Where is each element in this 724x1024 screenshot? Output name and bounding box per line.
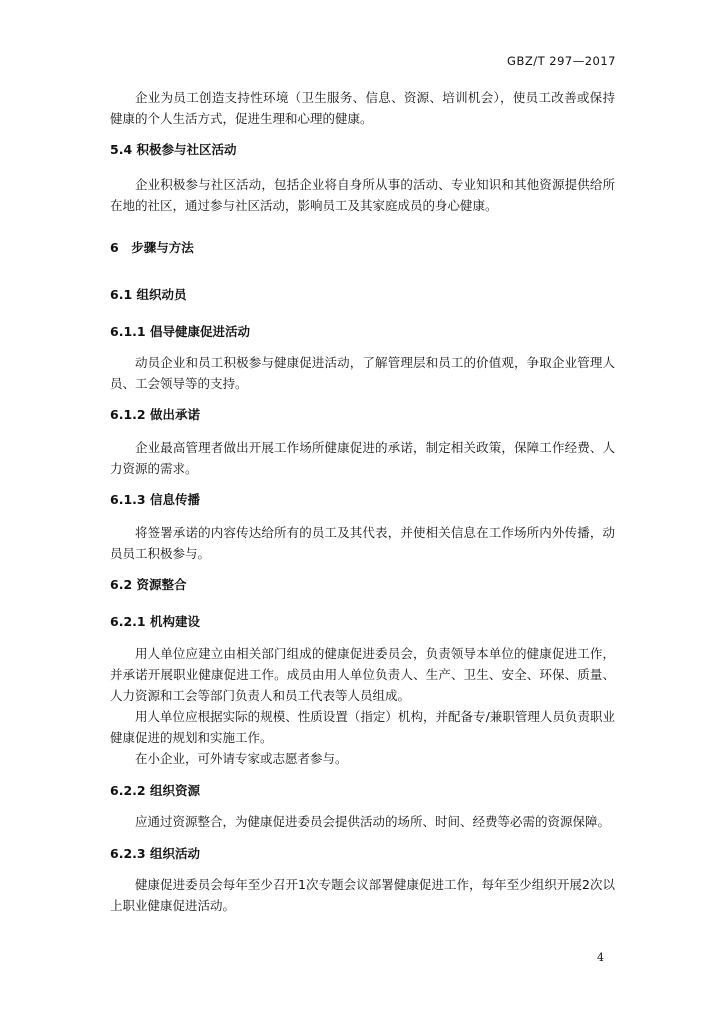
paragraph-6-2-1-a: 用人单位应建立由相关部门组成的健康促进委员会，负责领导本单位的健康促进工作，并承诺开展职业健康促进工作。成员由用人单位负责人、生产、卫生、安全、环保、质量、人力资源和工会等部门负责人和员工代表等人员组成。 bbox=[110, 646, 615, 703]
heading-6: 6 步骤与方法 bbox=[110, 240, 194, 255]
paragraph-6-1-3: 将签署承诺的内容传达给所有的员工及其代表，并使相关信息在工作场所内外传播，动员员工积极参与。 bbox=[110, 525, 615, 561]
paragraph-6-2-1-b: 用人单位应根据实际的规模、性质设置（指定）机构，并配备专/兼职管理人员负责职业健康促进的规划和实施工作。 bbox=[110, 709, 615, 745]
paragraph-6-2-1-c: 在小企业，可外请专家或志愿者参与。 bbox=[135, 751, 348, 766]
heading-6-1-3: 6.1.3 信息传播 bbox=[110, 492, 200, 507]
heading-6-1-1: 6.1.1 倡导健康促进活动 bbox=[110, 324, 250, 339]
heading-6-2-1: 6.2.1 机构建设 bbox=[110, 614, 200, 629]
paragraph-6-2-2: 应通过资源整合，为健康促进委员会提供活动的场所、时间、经费等必需的资源保障。 bbox=[135, 814, 611, 829]
standard-code-header: GBZ/T 297—2017 bbox=[507, 54, 616, 68]
paragraph-6-1-1: 动员企业和员工积极参与健康促进活动，了解管理层和员工的价值观，争取企业管理人员、工会领导等的支持。 bbox=[110, 355, 615, 391]
paragraph-5-4: 企业积极参与社区活动，包括企业将自身所从事的活动、专业知识和其他资源提供给所在地的社区，通过参与社区活动，影响员工及其家庭成员的身心健康。 bbox=[110, 177, 615, 213]
page-content bbox=[110, 85, 615, 916]
paragraph-intro: 企业为员工创造支持性环境（卫生服务、信息、资源、培训机会），使员工改善或保持健康的个人生活方式，促进生理和心理的健康。 bbox=[110, 90, 615, 126]
heading-6-2-2: 6.2.2 组织资源 bbox=[110, 783, 200, 798]
heading-5-4: 5.4 积极参与社区活动 bbox=[110, 142, 237, 157]
heading-6-2: 6.2 资源整合 bbox=[110, 577, 187, 592]
paragraph-6-2-3: 健康促进委员会每年至少召开1次专题会议部署健康促进工作，每年至少组织开展2次以上职业健康促进活动。 bbox=[110, 877, 615, 913]
page-number: 4 bbox=[597, 951, 604, 964]
heading-6-1-2: 6.1.2 做出承诺 bbox=[110, 407, 200, 422]
heading-6-2-3: 6.2.3 组织活动 bbox=[110, 846, 200, 861]
paragraph-6-1-2: 企业最高管理者做出开展工作场所健康促进的承诺，制定相关政策，保障工作经费、人力资源的需求。 bbox=[110, 440, 615, 476]
heading-6-1: 6.1 组织动员 bbox=[110, 287, 187, 302]
